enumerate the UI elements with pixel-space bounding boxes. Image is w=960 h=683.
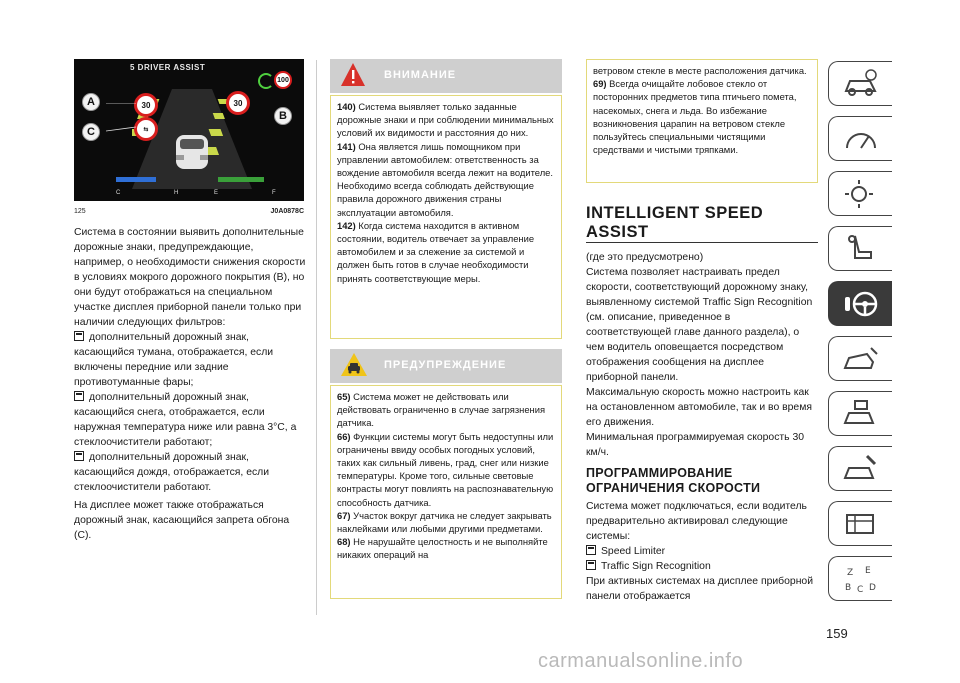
tab-safety[interactable]: [828, 336, 892, 381]
temperature-bar: [116, 177, 156, 182]
list-item: дополнительный дорожный знак, касающийся снега, отображается, если наружная температура ниже или равна 3°C, а стеклоочистители работают;: [74, 392, 297, 448]
callout-leader-lines: [106, 103, 142, 133]
checkbox-icon: [74, 391, 84, 401]
fuel-full-label: F: [272, 190, 276, 196]
callout-b: B: [274, 107, 292, 125]
speed-gauge-icon: [258, 73, 274, 89]
caution-item: 65) Система может не действовать или действовать ограниченно в случае загрязнения датчика.: [337, 391, 546, 429]
svg-text:C: C: [856, 584, 863, 595]
temp-hot-label: H: [174, 190, 179, 196]
svg-text:Z: Z: [846, 567, 853, 578]
callout-c: C: [82, 123, 100, 141]
figure-title: 5 DRIVER ASSIST: [130, 63, 206, 72]
list-item: дополнительный дорожный знак, касающийся дождя, отображается, если стеклоочистители работают.: [74, 452, 270, 493]
filter-list: [74, 330, 306, 495]
car-tools-icon: [841, 397, 881, 431]
programming-intro: Система может подключаться, если водитель предварительно активировал следующие системы:: [586, 501, 807, 542]
seat-icon: [841, 232, 881, 266]
figure-caption: [74, 208, 304, 215]
car-crash-icon: [841, 342, 881, 376]
car-caution-icon: [340, 352, 368, 378]
section-heading: INTELLIGENT SPEED ASSIST: [586, 204, 764, 241]
column-divider: [316, 60, 317, 615]
warning-header: [330, 59, 562, 93]
caution-continued-lead: ветровом стекле в месте расположения датчика.: [593, 65, 807, 76]
sun-lights-icon: [841, 177, 881, 211]
warning-label: ВНИМАНИЕ: [384, 69, 457, 81]
svg-text:E: E: [864, 565, 871, 576]
tab-driving[interactable]: [828, 281, 892, 326]
column-3: [586, 250, 818, 604]
page-number: 159: [826, 626, 848, 641]
checkbox-icon: [586, 545, 596, 555]
tab-vehicle-info[interactable]: [828, 61, 892, 106]
warning-triangle-icon: [340, 62, 366, 88]
outro-paragraph: На дисплее может также отображаться дорожный знак, касающийся запрета обгона (C).: [74, 500, 290, 541]
tab-dashboard[interactable]: [828, 116, 892, 161]
caution-box-continued: [586, 59, 818, 183]
isa-description: Система позволяет настраивать предел скорости, соответствующий дорожному знаку, выявленному системой Traffic Sign Recognition (см. описание, приведенное в соответствующей главе данного раздела), о чем водитель оповещается посредством отображения сообщения на дисплее приборной панели.: [586, 267, 813, 383]
warning-item: 141) Она является лишь помощником при управлении автомобилем: ответственность за вождение автомобиля всегда лежит на водителе. Необходимо всегда соблюдать действующие правила дорожного движения страны эксплуатации автомобиля.: [337, 140, 553, 218]
speed-limit-indicator: 100: [274, 71, 292, 89]
checkbox-icon: [586, 560, 596, 570]
caution-header: [330, 349, 562, 383]
isa-max-speed: Максимальную скорость можно настроить как на остановленном автомобиле, так и во время его движения.: [586, 387, 812, 428]
systems-list: [586, 544, 818, 574]
list-item: Traffic Sign Recognition: [586, 559, 818, 574]
tab-lights[interactable]: [828, 171, 892, 216]
tab-emergency[interactable]: [828, 391, 892, 436]
temp-cold-label: C: [116, 190, 121, 196]
tab-maintenance[interactable]: [828, 446, 892, 491]
checkbox-icon: [74, 451, 84, 461]
watermark: carmanualsonline.info: [538, 650, 744, 672]
caution-box: [330, 385, 562, 599]
figure-number: 125: [74, 208, 86, 215]
checkbox-icon: [74, 331, 84, 341]
driver-assist-display-figure: [74, 59, 304, 201]
no-overtaking-sign: ⇆: [134, 117, 158, 141]
sub-heading: ПРОГРАММИРОВАНИЕ ОГРАНИЧЕНИЯ СКОРОСТИ: [586, 466, 761, 495]
list-item: дополнительный дорожный знак, касающийся тумана, отображается, если включены передние или задние противотуманные фары;: [74, 332, 274, 388]
caution-item: 68) Не нарушайте целостность и не выполняйте никаких операций на: [337, 536, 548, 561]
warning-item: 142) Когда система находится в активном состоянии, водитель отвечает за управление автомобилем и за слежение за системой и должен быть готов в случае необходимости принять соответствующие меры.: [337, 219, 535, 284]
warning-box: [330, 95, 562, 339]
caution-label: ПРЕДУПРЕЖДЕНИЕ: [384, 359, 507, 371]
heading-rule: [586, 242, 818, 243]
programming-continued: При активных системах на дисплее приборной панели отображается: [586, 576, 814, 602]
fuel-empty-label: E: [214, 190, 219, 196]
intro-paragraph: Система в состоянии выявить дополнительные дорожные знаки, предупреждающие, например, о необходимости снижения скорости в условиях мокрого дорожного покрытия (B), но они будут отображаться на специальном участке дисплея приборной панели только при наличии следующих фильтров:: [74, 227, 306, 328]
speed-limit-sign-right: 30: [226, 91, 250, 115]
caution-item: 69) Всегда очищайте лобовое стекло от посторонних предметов типа птичьего помета, насекомых, снега и льда. Во избежание возникновения царапин на ветровом стекле пользуйтесь специальными чистящими средствами и чистыми тряпками.: [593, 78, 797, 156]
list-item: Speed Limiter: [586, 544, 818, 559]
svg-text:B: B: [844, 582, 851, 593]
steering-wheel-icon: [841, 287, 881, 321]
car-info-icon: [841, 67, 881, 101]
tab-seats[interactable]: [828, 226, 892, 271]
warning-item: 140) Система выявляет только заданные дорожные знаки и при соблюдении минимальных условий их видимости и расстояния до них.: [337, 101, 554, 139]
alphabet-index-icon: [841, 562, 881, 596]
isa-min-speed: Минимальная программируемая скорость 30 км/ч.: [586, 432, 805, 458]
tab-index[interactable]: [828, 556, 892, 601]
technical-data-icon: [841, 507, 881, 541]
callout-a: A: [82, 93, 100, 111]
caution-item: 67) Участок вокруг датчика не следует закрывать наклейками или любыми другими предметами.: [337, 509, 552, 535]
svg-text:D: D: [868, 582, 876, 593]
dashboard-gauge-icon: [841, 122, 881, 156]
caution-item: 66) Функции системы могут быть недоступны или ограничены ввиду особых погодных условий, таких как сильный ливень, град, снег или низкие температуры. Кроме того, сильные световые контрасты могут повлиять на распознавательную способность датчика.: [337, 430, 554, 508]
figure-code: J0A0878C: [270, 208, 304, 215]
column-1: [74, 225, 306, 543]
availability-note: (где это предусмотрено): [586, 252, 704, 263]
speed-limit-sign-left: 30: [134, 93, 158, 117]
wrench-car-icon: [841, 452, 881, 486]
tab-technical-data[interactable]: [828, 501, 892, 546]
fuel-bar: [218, 177, 264, 182]
